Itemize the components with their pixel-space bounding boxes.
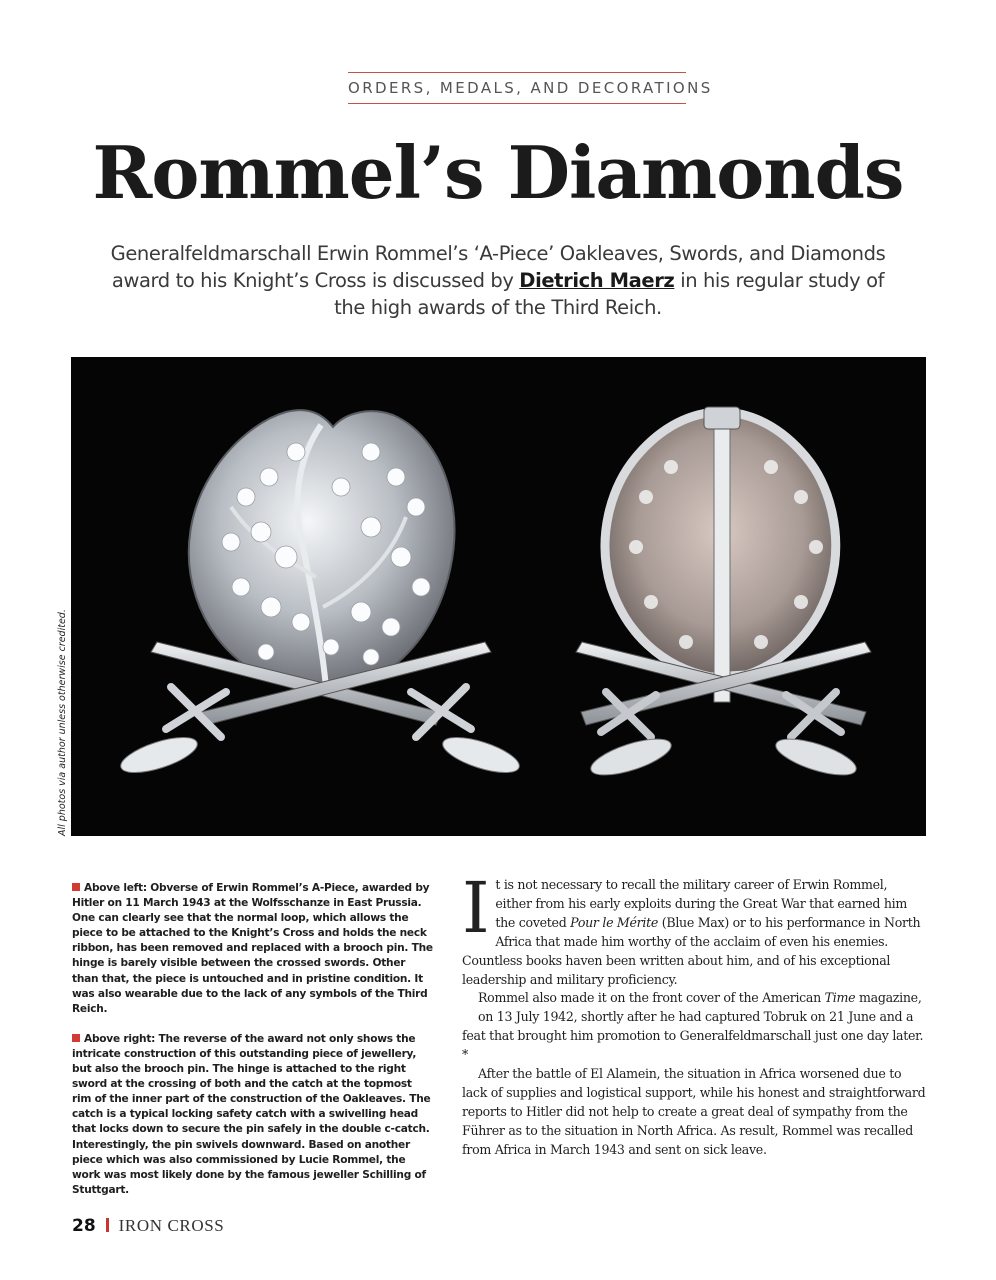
paragraph-1-rest: (Blue Max) or to his performance in North Africa that made him worthy of the acclaim of even his enemies. Countless books haven been written about him, and of his exceptional leadership and military proficiency. xyxy=(462,914,921,987)
paragraph-2 xyxy=(462,989,926,1008)
caption-bullet-icon xyxy=(72,1034,80,1042)
paragraph-2-rest: magazine, xyxy=(855,990,922,1006)
oakleaves-photo-illustration xyxy=(71,357,926,836)
footer-divider xyxy=(106,1218,109,1232)
paragraph-2-text: Rommel also made it on the front cover of the American xyxy=(478,990,825,1006)
section-tag: ORDERS, MEDALS, AND DECORATIONS xyxy=(348,72,686,104)
page-footer xyxy=(72,1214,224,1238)
italic-phrase: Pour le Mérite xyxy=(570,914,659,930)
article-title: Rommel’s Diamonds xyxy=(92,130,904,215)
page-number: 28 xyxy=(72,1216,96,1236)
paragraph-1 xyxy=(462,867,926,989)
magazine-name: IRON CROSS xyxy=(118,1216,225,1235)
caption-right-text: Above right: The reverse of the award not only shows the intricate construction of this outstanding piece of jewellery, but also the brooch pin. The hinge is attached to the right sword at the crossing of both and the catch at the topmost rim of the inner part of the construction of the Oakleaves. The catch is a typical locking safety catch with a swivelling head that locks down to secure the pin safely in the double c-catch. Interestingly, the pin swivels downward. Based on another piece which was also commissioned by Lucie Rommel, the work was most likely done by the famous jeweller Schilling of Stuttgart. xyxy=(72,1032,431,1196)
obverse-oakleaves xyxy=(117,410,523,780)
award-photo xyxy=(71,357,926,836)
paragraph-3: on 13 July 1942, shortly after he had captured Tobruk on 21 June and a feat that brought him promotion to Generalfeldmarschall just one day later. * xyxy=(462,1009,924,1063)
standfirst-text: Generalfeldmarschall Erwin Rommel’s ‘A-Piece’ Oakleaves, Swords, and Diamonds award to his Knight’s Cross is discussed by xyxy=(110,242,886,292)
author-name: Dietrich Maerz xyxy=(519,269,675,292)
reverse-oakleaves xyxy=(576,407,871,782)
caption-left-text: Above left: Obverse of Erwin Rommel’s A-Piece, awarded by Hitler on 11 March 1943 at the Wolfsschanze in East Prussia. One can clearly see that the normal loop, which allows the piece to be attached to the Knight’s Cross and holds the neck ribbon, has been removed and replaced with a brooch pin. The hinge is barely visible between the crossed swords. Other than that, the piece is untouched and in pristine condition. It was also wearable due to the lack of any symbols of the Third Reich. xyxy=(72,882,433,1015)
standfirst-text-end: in his regular study of the high awards of the Third Reich. xyxy=(334,269,885,319)
standfirst xyxy=(110,240,886,321)
italic-phrase: Time xyxy=(824,990,856,1006)
article-body xyxy=(462,867,926,1160)
drop-cap: I xyxy=(462,867,490,949)
photo-captions xyxy=(72,881,434,1213)
caption-bullet-icon xyxy=(72,883,80,891)
paragraph-1-text: t is not necessary to recall the military career of Erwin Rommel, either from his early exploits during the Great War that earned him the coveted xyxy=(495,877,908,930)
caption-left xyxy=(72,881,434,1017)
caption-right xyxy=(72,1032,434,1198)
photo-credit: All photos via author unless otherwise credited. xyxy=(57,609,68,836)
paragraph-4: After the battle of El Alamein, the situation in Africa worsened due to lack of supplies and logistical support, while his honest and straightforward reports to Hitler did not help to create a great deal of sympathy from the Führer as to the situation in North Africa. As result, Rommel was recalled from Africa in March 1943 and sent on sick leave. xyxy=(462,1066,926,1157)
